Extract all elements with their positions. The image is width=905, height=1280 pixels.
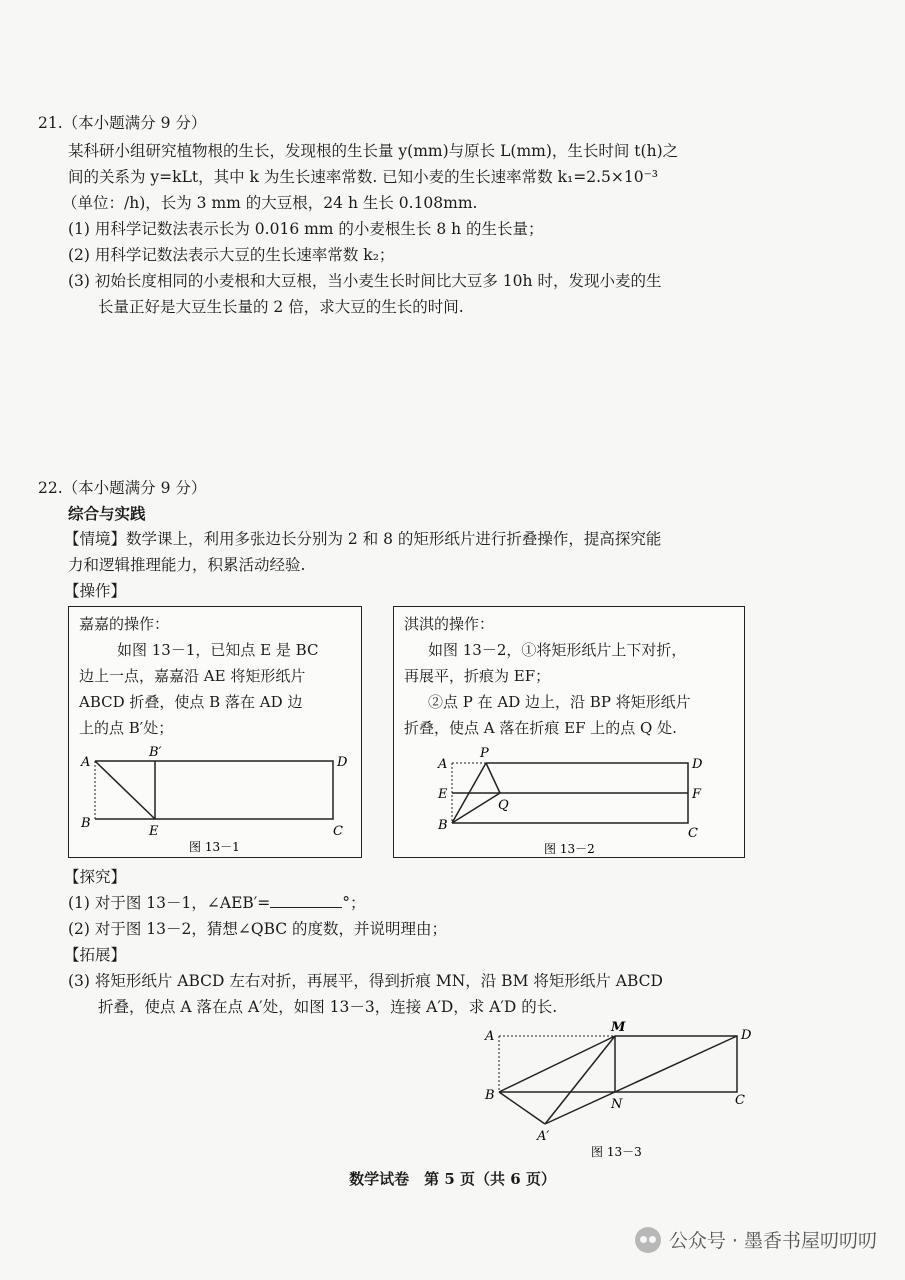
caption-13-3: 图 13－3 xyxy=(591,1145,642,1159)
figure-13-3 xyxy=(475,1020,765,1160)
q22-extend-label: 【拓展】 xyxy=(64,946,127,964)
watermark-text: 公众号 · 墨香书屋叨叨叨 xyxy=(668,1230,877,1252)
q21-part-3-cont: 长量正好是大豆生长量的 2 倍，求大豆的生长的时间. xyxy=(98,298,464,316)
q21-part-3: (3) 初始长度相同的小麦根和大豆根，当小麦生长时间比大豆多 10h 时，发现小麦的生 xyxy=(68,272,662,290)
segment-bq xyxy=(452,793,500,823)
box2-line-3: ②点 P 在 AD 边上，沿 BP 将矩形纸片 xyxy=(428,693,691,711)
q21-line-1: 某科研小组研究植物根的生长，发现根的生长量 y(mm)与原长 L(mm)，生长时间 t(h)之 xyxy=(68,142,679,160)
box2-line-1: 如图 13－2，①将矩形纸片上下对折， xyxy=(428,641,687,659)
segment-baprime xyxy=(499,1092,545,1124)
caption-13-2: 图 13－2 xyxy=(544,842,595,855)
rect-abcd-partial xyxy=(95,761,333,819)
label-b: B xyxy=(81,816,91,831)
q22-situation-2: 力和逻辑推理能力，积累活动经验. xyxy=(68,556,306,574)
label-n: N xyxy=(611,1097,623,1112)
segment-aprime-m xyxy=(545,1036,615,1124)
label-b: B xyxy=(438,818,448,833)
rect-abcd-partial xyxy=(499,1036,737,1092)
q22-explore-1-unit: °； xyxy=(342,894,366,912)
segment-aprime-d xyxy=(545,1036,737,1124)
label-aprime: A′ xyxy=(537,1129,550,1144)
label-a: A xyxy=(81,755,91,770)
label-b: B xyxy=(485,1088,495,1103)
q22-explore-label: 【探究】 xyxy=(64,868,127,886)
label-c: C xyxy=(735,1093,745,1108)
watermark xyxy=(635,1226,877,1253)
q21-part-1: (1) 用科学记数法表示长为 0.016 mm 的小麦根生长 8 h 的生长量； xyxy=(68,220,544,238)
box1-line-2: 边上一点，嘉嘉沿 AE 将矩形纸片 xyxy=(79,667,306,685)
q22-section-title: 综合与实践 xyxy=(68,504,146,523)
q22-explore-2: (2) 对于图 13－2，猜想∠QBC 的度数，并说明理由； xyxy=(68,920,448,938)
box1-title: 嘉嘉的操作： xyxy=(79,615,170,633)
q21-line-3: （单位：/h)，长为 3 mm 的大豆根，24 h 生长 0.108mm. xyxy=(62,194,478,212)
label-a: A xyxy=(438,757,448,772)
wechat-icon xyxy=(635,1227,661,1253)
label-d: D xyxy=(337,755,348,770)
fold-line-bm xyxy=(499,1036,615,1092)
box2-line-4: 折叠，使点 A 落在折痕 EF 上的点 Q 处. xyxy=(404,719,677,737)
label-c: C xyxy=(333,824,343,839)
segment-pq xyxy=(486,763,500,793)
label-m: M xyxy=(611,1020,626,1035)
label-e: E xyxy=(149,824,159,839)
page-footer: 数学试卷 第 5 页（共 6 页） xyxy=(349,1170,556,1188)
label-c: C xyxy=(688,826,698,841)
q22-extend-1: (3) 将矩形纸片 ABCD 左右对折，再展平，得到折痕 MN，沿 BM 将矩形纸片 ABCD xyxy=(68,972,663,990)
label-q: Q xyxy=(498,798,509,813)
label-f: F xyxy=(692,787,702,802)
label-p: P xyxy=(480,746,489,761)
q22-header: 22.（本小题满分 9 分） xyxy=(38,479,207,497)
fold-line-ae xyxy=(95,761,155,819)
label-e: E xyxy=(438,787,448,802)
q22-situation-1: 【情境】数学课上，利用多张边长分别为 2 和 8 的矩形纸片进行折叠操作，提高探究能 xyxy=(64,530,662,548)
caption-13-1: 图 13－1 xyxy=(189,840,240,853)
q22-explore-1-text: (1) 对于图 13－1，∠AEB′= xyxy=(68,894,271,912)
q21-line-2: 间的关系为 y=kLt，其中 k 为生长速率常数. 已知小麦的生长速率常数 k₁=2.5×10⁻³ xyxy=(68,168,658,186)
label-d: D xyxy=(692,757,703,772)
q21-part-2: (2) 用科学记数法表示大豆的生长速率常数 k₂； xyxy=(68,246,395,264)
box1-line-3: ABCD 折叠，使点 B 落在 AD 边 xyxy=(79,693,303,711)
label-d: D xyxy=(741,1028,752,1043)
operation-box-qiqi xyxy=(393,606,745,858)
figure-13-1 xyxy=(69,743,361,853)
box2-line-2: 再展平，折痕为 EF； xyxy=(404,667,551,685)
label-a: A xyxy=(485,1029,495,1044)
figure-13-2 xyxy=(394,743,744,855)
q22-extend-2: 折叠，使点 A 落在点 A′处，如图 13－3，连接 A′D，求 A′D 的长. xyxy=(98,998,558,1016)
box1-line-1: 如图 13－1，已知点 E 是 BC xyxy=(117,641,319,659)
box1-line-4: 上的点 B′处； xyxy=(79,719,174,737)
label-bprime: B′ xyxy=(149,745,162,760)
q22-operation-label: 【操作】 xyxy=(64,582,127,600)
q21-header: 21.（本小题满分 9 分） xyxy=(38,114,207,132)
box2-title: 淇淇的操作： xyxy=(404,615,495,633)
answer-blank xyxy=(270,893,342,908)
operation-box-jiajia xyxy=(68,606,362,858)
q22-explore-1 xyxy=(68,892,366,914)
